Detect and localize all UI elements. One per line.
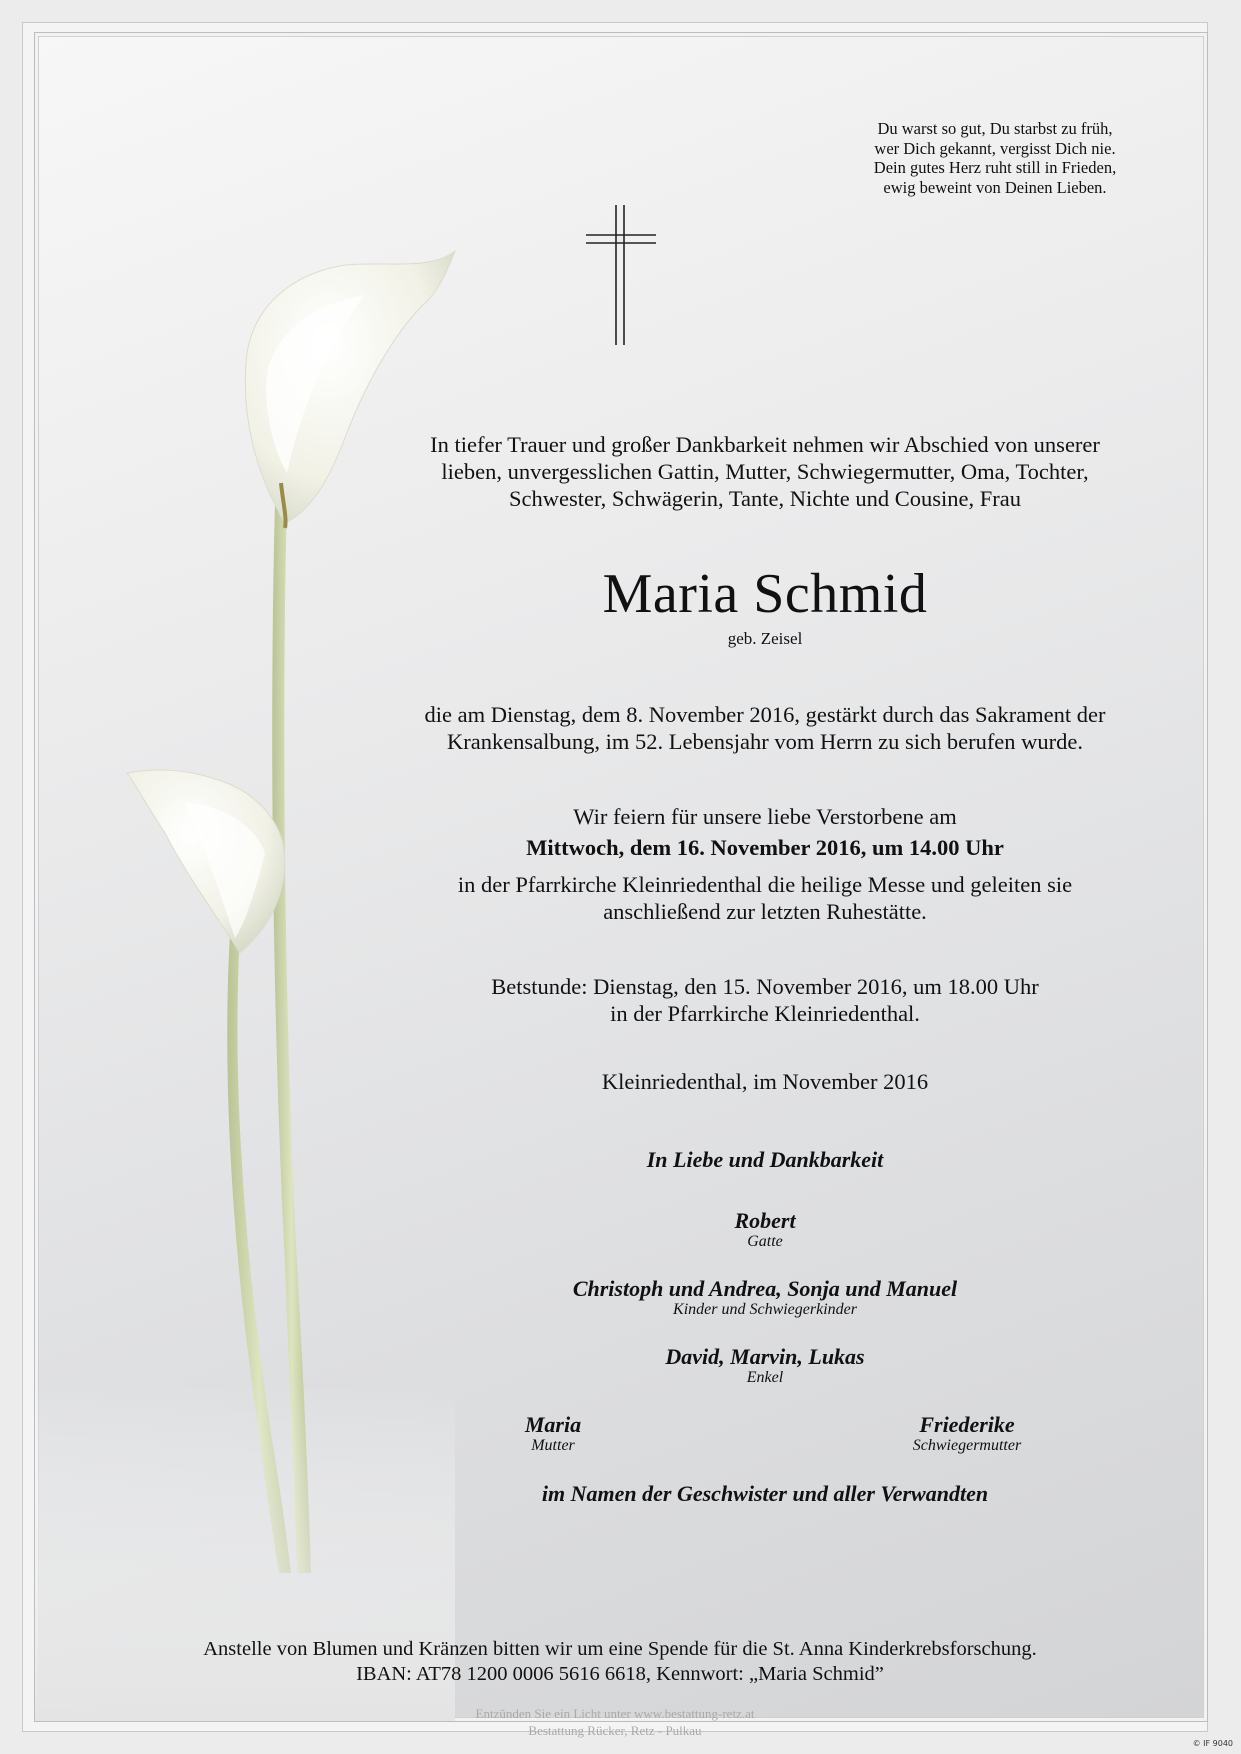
service-date: Mittwoch, dem 16. November 2016, um 14.00 Uhr [526, 835, 1004, 860]
place-date: Kleinriedenthal, im November 2016 [601, 1069, 929, 1094]
death-notice [335, 701, 1195, 755]
donation-request [115, 1637, 1125, 1687]
poem-line: wer Dich gekannt, vergisst Dich nie. [874, 138, 1116, 158]
intro-line: Schwester, Schwägerin, Tante, Nichte und Cousine, Frau [509, 486, 1021, 511]
death-notice-line: Krankensalbung, im 52. Lebensjahr vom Herrn zu sich berufen wurde. [446, 729, 1084, 754]
donation-line: IBAN: AT78 1200 0006 5616 6618, Kennwort: „Maria Schmid” [356, 1663, 884, 1685]
template-code: © IF 9040 [1192, 1739, 1233, 1748]
intro-text [335, 431, 1195, 512]
prayer-line: Betstunde: Dienstag, den 15. November 2016, um 18.00 Uhr [491, 974, 1039, 999]
intro-line: lieben, unvergesslichen Gattin, Mutter, Schwiegermutter, Oma, Tochter, [441, 459, 1089, 484]
mourner-names: Friederike [919, 1412, 1015, 1437]
cross-icon [584, 203, 658, 347]
footer-line: Bestattung Rücker, Retz - Pulkau [528, 1723, 702, 1738]
mourner-relation: Schwiegermutter [912, 1437, 1022, 1454]
poem-line: Dein gutes Herz ruht still in Frieden, [873, 158, 1117, 177]
poem-line: Du warst so gut, Du starbst zu früh, [877, 119, 1113, 138]
death-notice-line: die am Dienstag, dem 8. November 2016, gestärkt durch das Sakrament der [424, 702, 1106, 727]
service-line: in der Pfarrkirche Kleinriedenthal die heilige Messe und geleiten sie [457, 872, 1073, 897]
donation-line: Anstelle von Blumen und Kränzen bitten wir um eine Spende für die St. Anna Kinderkrebsforschung. [203, 1638, 1037, 1660]
mourner-relation: Mutter [531, 1437, 575, 1454]
mourner-group [335, 1277, 1195, 1319]
mourner-mother-in-law [857, 1413, 1077, 1455]
prayer-hour [335, 973, 1195, 1027]
obituary-card [34, 32, 1208, 1738]
deceased-name: Maria Schmid [602, 563, 928, 625]
mourners-heading: In Liebe und Dankbarkeit [646, 1147, 884, 1172]
service-line: anschließend zur letzten Ruhestätte. [603, 899, 927, 924]
mourner-mother [443, 1413, 663, 1455]
funeral-home-footer [415, 1705, 815, 1739]
mourner-group [335, 1209, 1195, 1251]
poem-line: ewig beweint von Deinen Lieben. [883, 177, 1107, 197]
memorial-poem [815, 119, 1175, 197]
mourner-relation: Gatte [747, 1233, 783, 1250]
intro-line: In tiefer Trauer und großer Dankbarkeit nehmen wir Abschied von unserer [430, 432, 1100, 457]
service-intro: Wir feiern für unsere liebe Verstorbene am [573, 804, 957, 829]
prayer-line: in der Pfarrkirche Kleinriedenthal. [610, 1001, 920, 1026]
mourner-names: David, Marvin, Lukas [665, 1344, 865, 1369]
mourner-names: Robert [734, 1208, 796, 1233]
mourner-names: Maria [524, 1412, 582, 1437]
mourner-relation: Enkel [746, 1369, 784, 1386]
footer-line: Entzünden Sie ein Licht unter www.bestattung-retz.at [475, 1706, 755, 1721]
mourner-relation: Kinder und Schwiegerkinder [673, 1301, 857, 1318]
service-details [335, 871, 1195, 925]
mourner-names: Christoph und Andrea, Sonja und Manuel [572, 1276, 958, 1301]
maiden-name: geb. Zeisel [727, 629, 803, 648]
mourners-closing: im Namen der Geschwister und aller Verwandten [541, 1481, 989, 1506]
mourner-group [335, 1345, 1195, 1387]
